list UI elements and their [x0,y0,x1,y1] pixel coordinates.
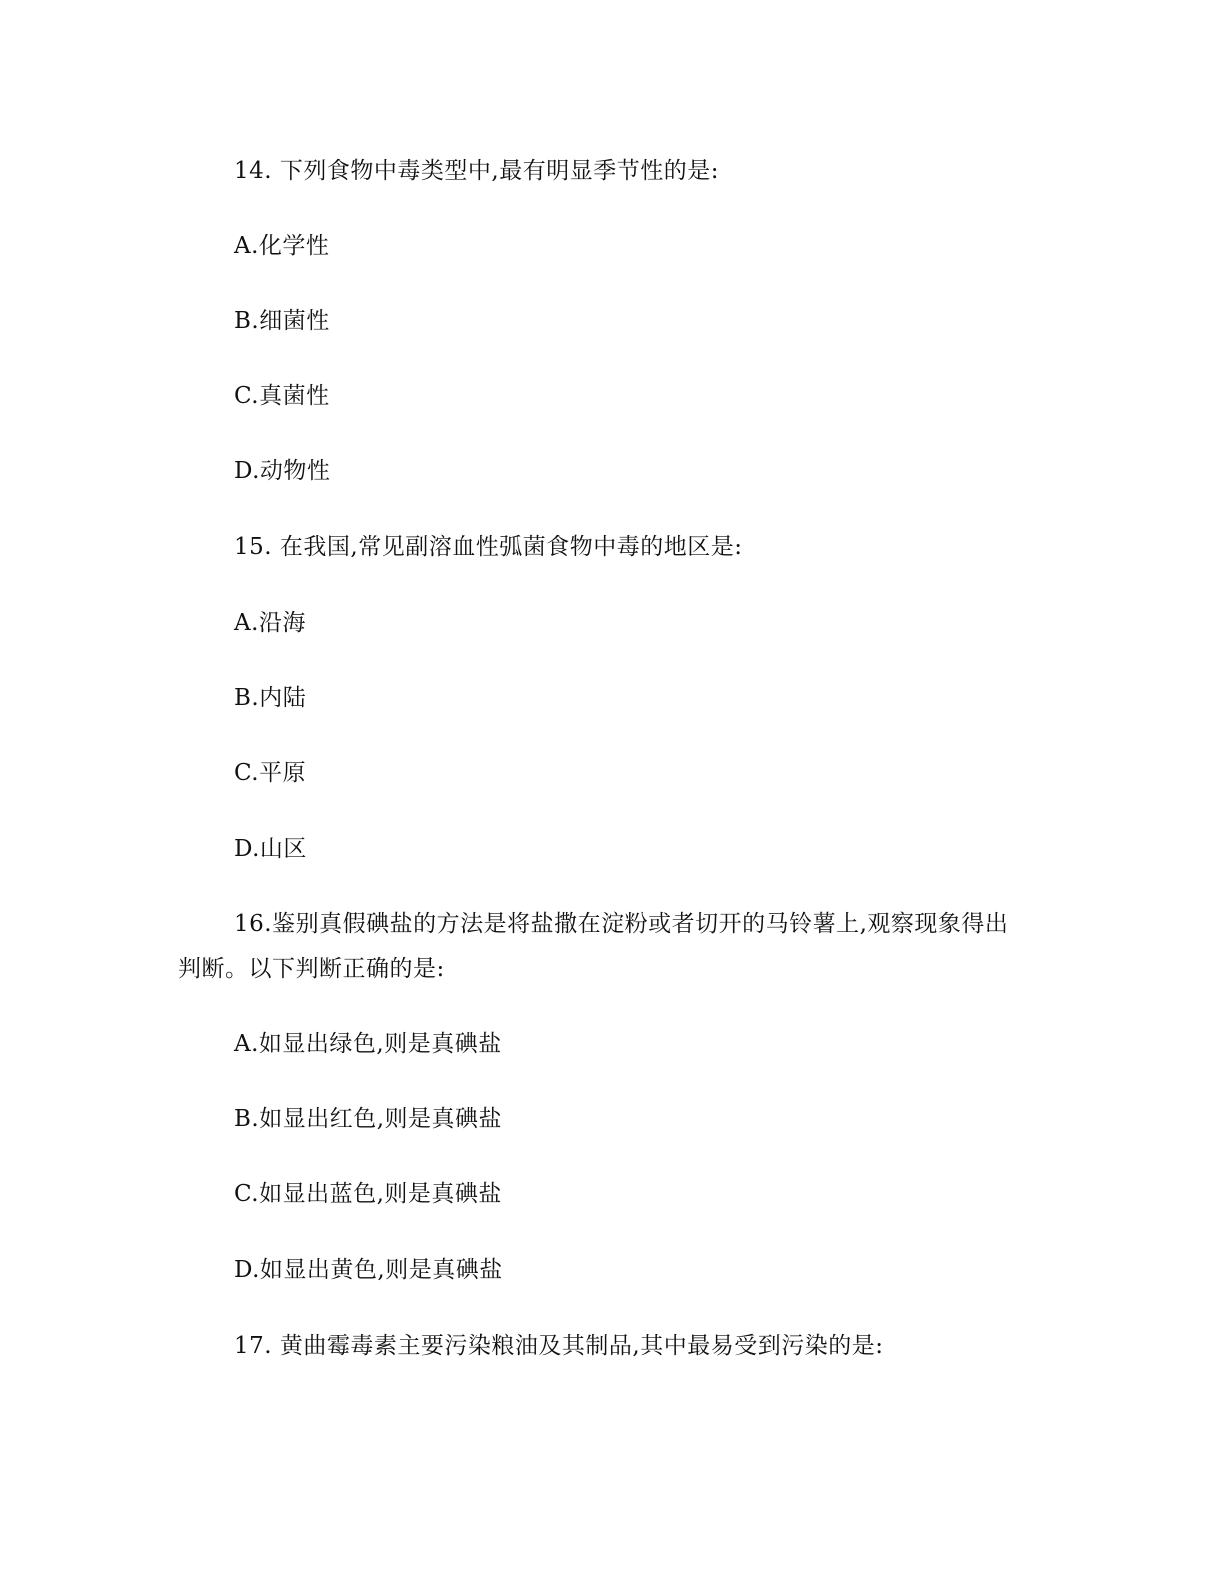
question-14-option-c: C.真菌性 [234,383,330,409]
question-15-option-b: B.内陆 [234,685,307,711]
question-15-option-a: A.沿海 [234,610,306,636]
question-16-stem-line-2: 判断。以下判断正确的是: [178,956,445,982]
question-15-stem: 15. 在我国,常见副溶血性弧菌食物中毒的地区是: [234,534,743,560]
question-14-option-a: A.化学性 [234,233,330,259]
question-16-option-d: D.如显出黄色,则是真碘盐 [234,1257,503,1283]
question-15-option-c: C.平原 [234,760,307,786]
question-16-option-a: A.如显出绿色,则是真碘盐 [234,1031,502,1057]
question-14-option-b: B.细菌性 [234,308,330,334]
question-17-stem: 17. 黄曲霉毒素主要污染粮油及其制品,其中最易受到污染的是: [234,1333,884,1359]
question-14-option-d: D.动物性 [234,458,331,484]
question-16-stem-line-1: 16.鉴别真假碘盐的方法是将盐撒在淀粉或者切开的马铃薯上,观察现象得出 [234,911,1009,937]
question-16-option-b: B.如显出红色,则是真碘盐 [234,1106,503,1132]
question-15-option-d: D.山区 [234,836,307,862]
question-14-stem: 14. 下列食物中毒类型中,最有明显季节性的是: [234,158,719,184]
question-16-option-c: C.如显出蓝色,则是真碘盐 [234,1181,502,1207]
